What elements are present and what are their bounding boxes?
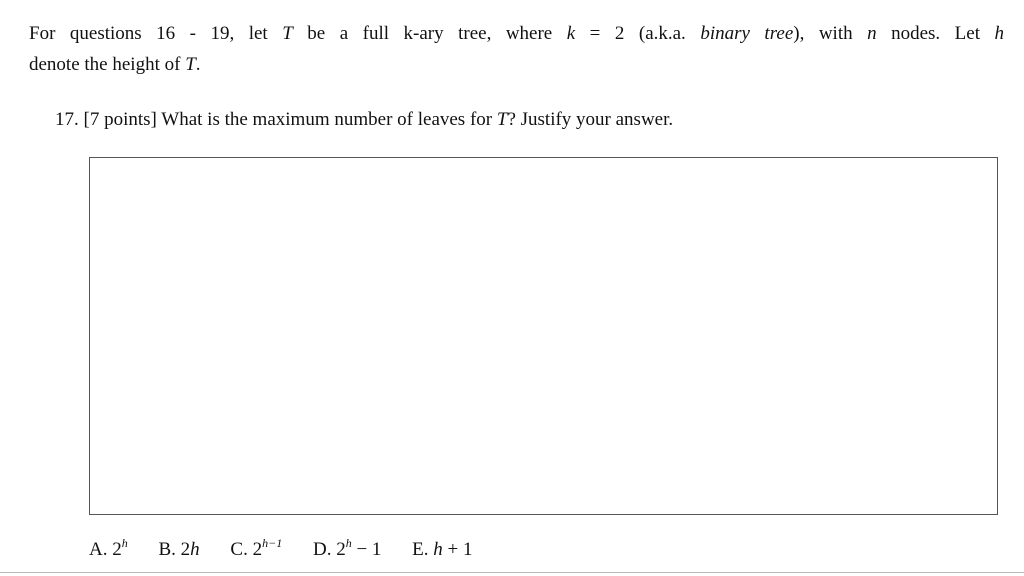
intro-text: For questions 16 - 19, let: [29, 23, 283, 44]
question-text-part: ? Justify your answer.: [507, 109, 674, 130]
question-text-part: What is the maximum number of leaves for: [161, 109, 497, 130]
option-letter: E.: [412, 539, 429, 560]
intro-text: be a full k-ary tree, where: [292, 23, 567, 44]
option-variable: h: [190, 539, 200, 560]
option-base: 2: [336, 539, 346, 560]
answer-box[interactable]: [89, 157, 998, 515]
intro-text: = 2 (a.k.a.: [575, 23, 701, 44]
emphasis-binary-tree: binary tree: [700, 23, 794, 44]
question-text: [161, 109, 673, 130]
option-e[interactable]: [412, 536, 472, 564]
option-letter: A.: [89, 539, 108, 560]
intro-text: .: [195, 54, 201, 75]
option-tail: − 1: [351, 539, 382, 560]
option-base: 2: [180, 539, 191, 560]
math-h: h: [994, 23, 1004, 44]
intro-line-2: [29, 49, 1004, 80]
option-exponent: h−1: [262, 536, 283, 550]
option-tail: + 1: [442, 539, 473, 560]
intro-text: ), with: [793, 23, 868, 44]
option-letter: C.: [230, 539, 248, 560]
option-base: 2: [112, 539, 122, 560]
question-points: [7 points]: [83, 109, 157, 130]
intro-line-1: [29, 18, 1004, 49]
answer-options: [89, 536, 499, 564]
option-variable: h: [433, 539, 443, 560]
option-b[interactable]: [158, 536, 199, 564]
page-divider: [0, 572, 1024, 573]
math-n: n: [867, 23, 877, 44]
option-a[interactable]: [89, 536, 128, 564]
intro-text: nodes. Let: [876, 23, 995, 44]
option-c[interactable]: [230, 536, 282, 564]
math-T: T: [185, 54, 196, 75]
math-T: T: [496, 109, 508, 130]
option-exponent: h: [121, 536, 128, 550]
math-k: k: [566, 23, 576, 44]
option-letter: D.: [312, 539, 332, 560]
intro-text: denote the height of: [29, 54, 186, 75]
option-d[interactable]: [313, 536, 381, 564]
option-base: 2: [252, 539, 263, 560]
question-17: [55, 106, 673, 134]
question-number: 17.: [55, 109, 79, 130]
math-T: T: [282, 23, 293, 44]
option-letter: B.: [158, 539, 176, 560]
question-intro: [29, 18, 1004, 80]
option-exponent: h: [345, 536, 352, 550]
